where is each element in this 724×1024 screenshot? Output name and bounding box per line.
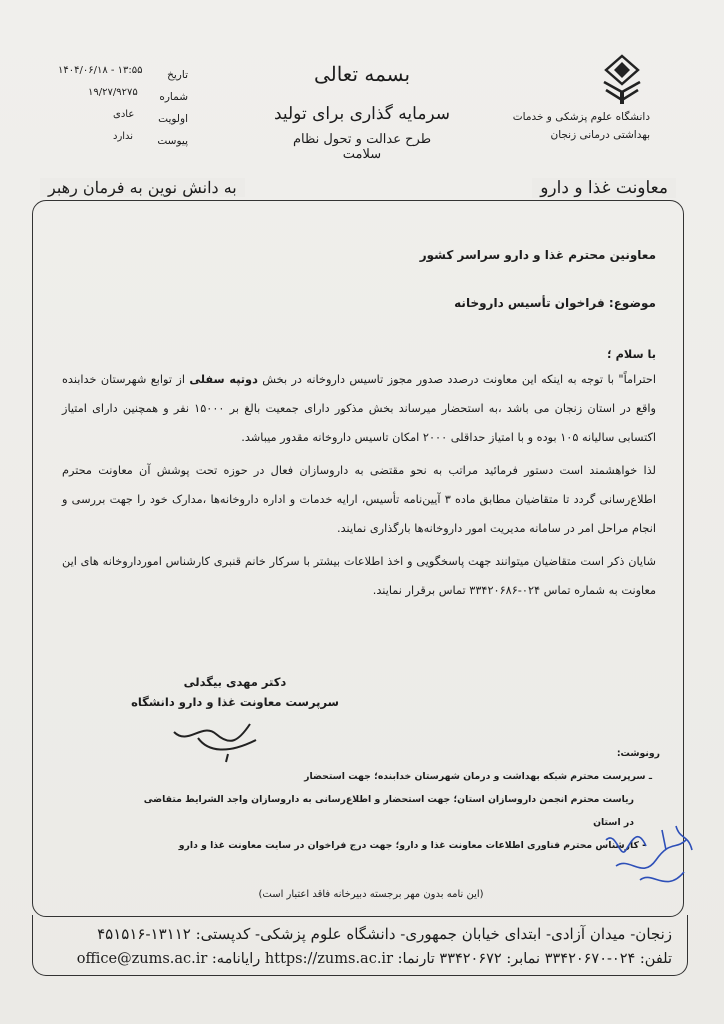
meta-attachment-label: پیوست [157,135,188,147]
bismillah: بسمه تعالی [313,62,411,86]
greeting: با سلام ؛ [607,348,656,361]
meta-number-value: ۱۹/۲۷/۹۲۷۵ [88,87,138,98]
university-line-2: بهداشتی درمانی زنجان [550,129,650,141]
frame-slogan: به دانش نوین به فرمان رهبر [40,178,245,197]
department-name: معاونت غذا و دارو [532,178,676,198]
cc-title: رونوشت: [616,748,660,759]
letter-body [62,244,656,605]
signatory-title: سرپرست معاونت غذا و دارو دانشگاه [131,695,339,709]
meta-attachment-row [58,130,188,152]
handwritten-note-icon [596,820,696,900]
signatory-name: دکتر مهدی بیگدلی [183,675,287,689]
meta-date-label: تاریخ [167,69,188,81]
meta-priority-label: اولویت [158,113,188,125]
validity-note: (این نامه بدون مهر برجسته دبیرخانه فاقد اعتبار است) [258,889,484,900]
paragraph-2: لذا خواهشمند است دستور فرمائید مراتب به نحو مقتضی به داروسازان فعال در حوزه تحت پوشش آن معاونت محترم اطلاع‌رسانی گردد تا متقاضیان مطابق ماده ۳ آیین‌نامه تأسیس، ارایه خدمات و اداره داروخانه‌ها ،مدارک خود را جهت بررسی و انجام مراحل امر در سامانه مدیریت امور داروخانه‌ها بارگذاری نمایند. [62,464,656,535]
paragraph-1-part-a: احتراماً" با توجه به اینکه این معاونت درصدد صدور مجوز تاسیس داروخانه در بخش [257,373,656,386]
addressee: معاونین محترم غذا و دارو سراسر کشور [419,248,656,262]
meta-number-label: شماره [159,91,188,103]
motto-line-1: سرمایه گذاری برای تولید [273,104,451,124]
cc-item-3: - کارشناس محترم فناوری اطلاعات معاونت غذا و دارو؛ جهت درج فراخوان در سایت معاونت غذا و دارو [178,840,646,851]
paragraph-1-part-b: از توابع شهرستان خدابنده واقع در استان زنجان می باشد ،به استحضار میرساند بخش مذکور دارای جمعیت بالغ بر ۱۵۰۰۰ نفر و همچنین دارای امتیاز اکتسابی سالیانه ۱۰۵ بوده و با امتیاز حداقلی ۲۰۰۰ امکان تاسیس داروخانه مقدور میباشد. [62,373,656,444]
footer-address: زنجان- میدان آزادی- ابتدای خیابان جمهوری- دانشگاه علوم پزشکی- کدپستی: ۱۳۱۱۲-۴۵۱۵۱۶ [97,925,672,943]
paragraph-1 [62,365,656,452]
motto-line-2: طرح عدالت و تحول نظام سلامت [292,132,432,162]
signature-block [120,672,350,712]
subject-text: فراخوان تأسیس داروخانه [454,296,605,310]
paragraph-3: شایان ذکر است متقاضیان میتوانند جهت پاسخگویی و اخذ اطلاعات بیشتر با سرکار خانم قنبری کارشناس اموردارو‌خانه های این معاونت به شماره تماس ۰۲۴-۳۳۴۲۰۶۸۶ تماس برقرار نمایند. [62,555,656,597]
footer-contact: تلفن: ۰۲۴-۳۳۴۲۰۶۷۰ نمابر: ۳۳۴۲۰۶۷۲ تارنما: https://zums.ac.ir رایانامه: office@zums.ac.ir [76,951,672,967]
meta-priority-value: عادی [113,109,135,120]
letter-meta [58,64,188,152]
university-logo-icon [594,52,650,108]
paragraph-1-bold-place: دوتپه سفلی [189,373,258,386]
university-name [500,108,650,144]
cc-item-2: ریاست محترم انجمن داروسازان استان؛ جهت استحضار و اطلاع‌رسانی به داروسازان واجد الشرایط متقاضی در استان [143,794,634,828]
university-line-1: دانشگاه علوم پزشکی و خدمات [512,111,650,123]
cc-list [140,742,660,857]
header-motto [272,62,452,162]
subject-line [62,296,656,310]
meta-attachment-value: ندارد [113,131,134,142]
subject-label: موضوع: [608,296,656,310]
cc-item-1: ـ سرپرست محترم شبکه بهداشت و درمان شهرستان خدابنده؛ جهت استحضار [304,771,652,782]
meta-date-value: ۱۴۰۴/۰۶/۱۸ - ۱۳:۵۵ [58,65,143,76]
